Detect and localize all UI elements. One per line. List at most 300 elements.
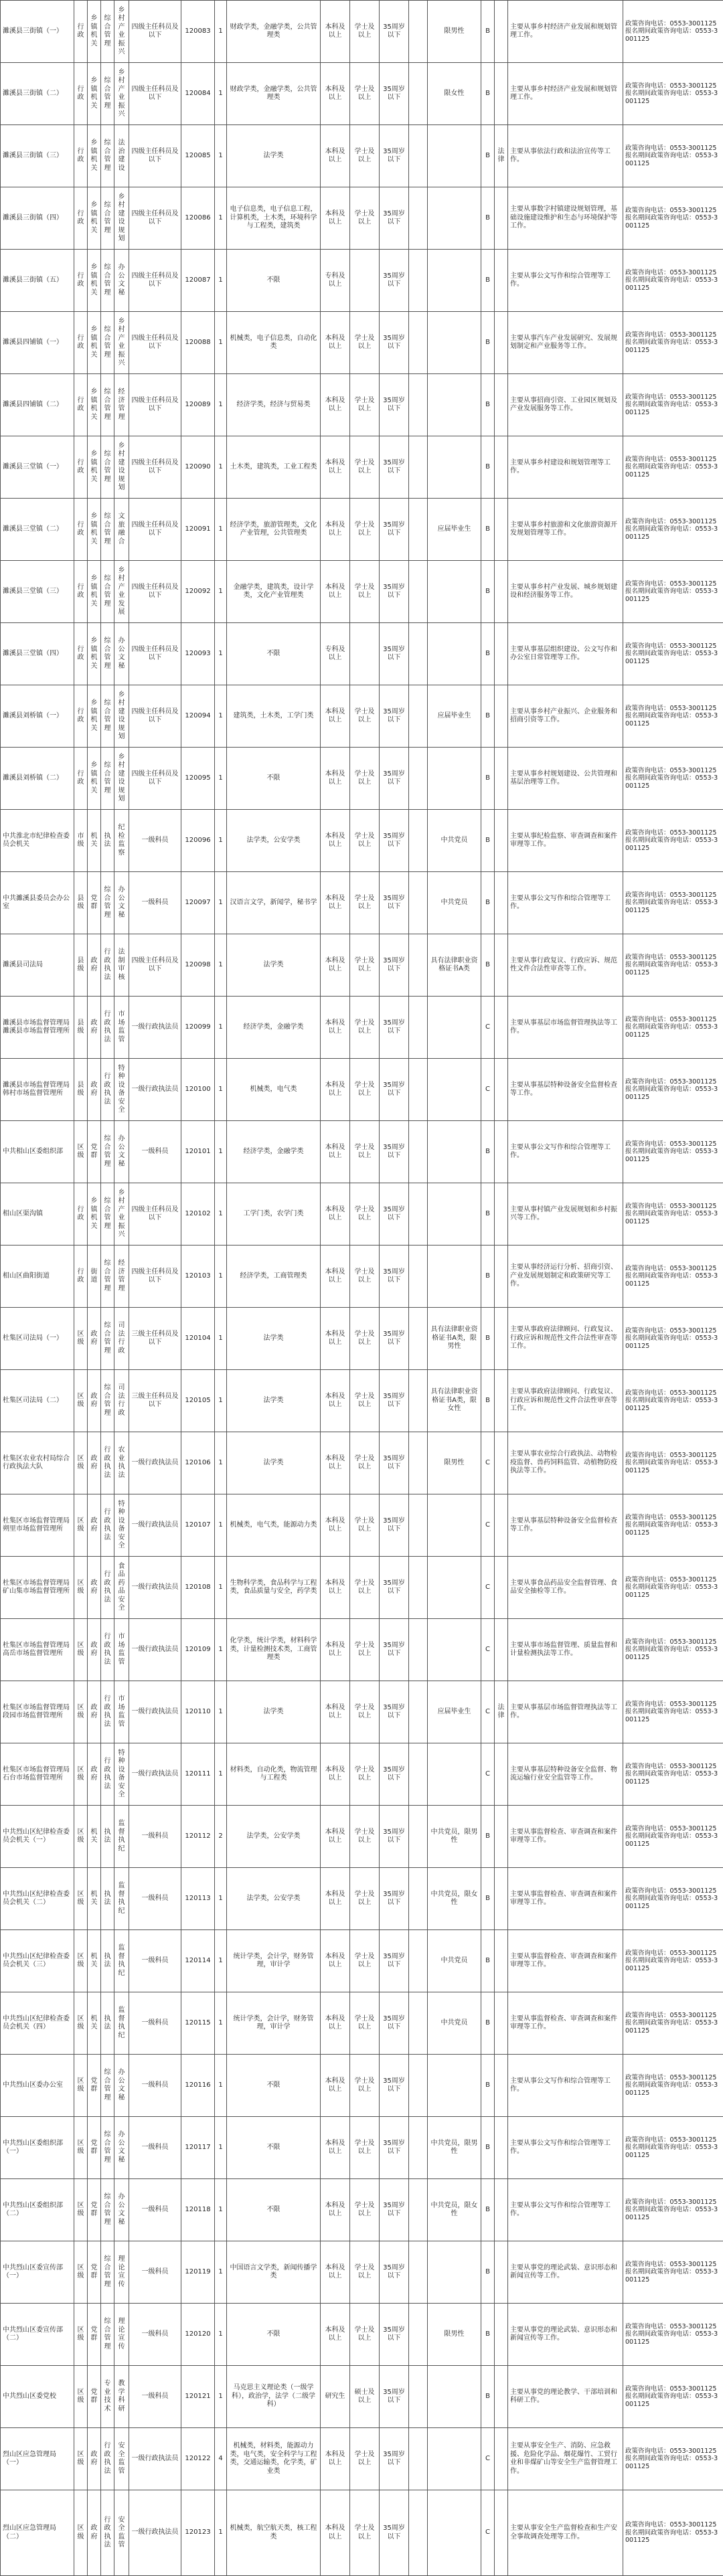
category-cell: 综合管理 [101, 63, 114, 125]
code-cell: 120083 [181, 1, 215, 63]
education-cell: 本科及以上 [321, 1619, 350, 1681]
major-cell: 中国语言文学类，新闻传播学类 [227, 2241, 321, 2304]
level-cell: 区级 [74, 1868, 88, 1930]
table-row [1, 1681, 723, 1743]
count-cell: 1 [215, 748, 227, 810]
contact-cell: 政策咨询电话：0553-3001125 报名期间政策咨询电话：0553-3001125 [623, 1681, 723, 1743]
code-cell: 120118 [181, 2179, 215, 2241]
unit-cell: 杜集区农业农村局综合行政执法大队 [1, 1432, 74, 1494]
duty-cell: 主要从事数字村镇建设规划管理，基础设施建设维护和生态与环境保护等工作。 [508, 187, 623, 250]
unit-cell: 杜集区市场监督管理局石台市场监督管理所 [1, 1743, 74, 1806]
test-type-cell: B [481, 2117, 495, 2179]
count-cell: 1 [215, 2179, 227, 2241]
kind-cell: 乡镇机关 [88, 436, 101, 499]
note-cell [495, 187, 508, 250]
position-cell: 特种设备安全 [114, 1059, 129, 1121]
position-cell: 农业执法 [114, 1432, 129, 1494]
category-cell: 综合管理 [101, 499, 114, 561]
note-cell [495, 2366, 508, 2428]
kind-cell: 政府 [88, 1370, 101, 1432]
count-cell: 1 [215, 2241, 227, 2304]
contact-cell: 政策咨询电话：0553-3001125 报名期间政策咨询电话：0553-3001125 [623, 2366, 723, 2428]
major-cell: 马克思主义理论类（一级学科），政治学，法学（二级学科） [227, 2366, 321, 2428]
count-cell: 1 [215, 312, 227, 374]
count-cell: 1 [215, 2490, 227, 2576]
count-cell: 1 [215, 623, 227, 685]
degree-cell: 学士及以上 [350, 872, 380, 934]
duty-cell: 主要从事公文写作和综合管理等工作。 [508, 2055, 623, 2117]
count-cell: 1 [215, 1370, 227, 1432]
other-requirement-cell [428, 748, 481, 810]
position-cell: 办公文秘 [114, 2117, 129, 2179]
duty-cell: 主要从事公文写作和综合管理等工作。 [508, 1121, 623, 1183]
code-cell: 120097 [181, 872, 215, 934]
political-cell [409, 934, 428, 997]
table-row [1, 374, 723, 436]
level-cell: 行政 [74, 685, 88, 748]
age-cell: 35周岁以下 [380, 1868, 409, 1930]
other-requirement-cell [428, 250, 481, 312]
test-type-cell: B [481, 934, 495, 997]
degree-cell: 学士及以上 [350, 1432, 380, 1494]
level-cell: 区级 [74, 2117, 88, 2179]
other-requirement-cell [428, 1121, 481, 1183]
other-requirement-cell: 应届毕业生 [428, 1681, 481, 1743]
political-cell [409, 1743, 428, 1806]
degree-cell: 学士及以上 [350, 934, 380, 997]
unit-cell: 杜集区司法局（一） [1, 1308, 74, 1370]
position-cell: 市场监管 [114, 997, 129, 1059]
level-cell: 区级 [74, 2055, 88, 2117]
contact-cell: 政策咨询电话：0553-3001125 报名期间政策咨询电话：0553-3001125 [623, 1743, 723, 1806]
category-cell: 综合管理 [101, 623, 114, 685]
major-cell: 汉语言文学，新闻学，秘书学 [227, 872, 321, 934]
level-cell: 区级 [74, 1370, 88, 1432]
level-cell: 区级 [74, 1743, 88, 1806]
unit-cell: 相山区渠沟镇 [1, 1183, 74, 1246]
age-cell: 35周岁以下 [380, 1619, 409, 1681]
level-cell: 行政 [74, 63, 88, 125]
degree-cell: 学士及以上 [350, 2055, 380, 2117]
test-type-cell: B [481, 2179, 495, 2241]
other-requirement-cell [428, 125, 481, 187]
table-row [1, 1370, 723, 1432]
category-cell: 执法 [101, 1806, 114, 1868]
table-row [1, 997, 723, 1059]
category-cell: 综合管理 [101, 685, 114, 748]
contact-cell: 政策咨询电话：0553-3001125 报名期间政策咨询电话：0553-3001125 [623, 2117, 723, 2179]
duty-cell: 主要从事监督检查、审查调查和案件审理等工作。 [508, 1868, 623, 1930]
major-cell: 财政学类，金融学类，公共管理类 [227, 1, 321, 63]
table-row [1, 1, 723, 63]
age-cell: 35周岁以下 [380, 1806, 409, 1868]
major-cell: 机械类，电气类 [227, 1059, 321, 1121]
table-row [1, 1868, 723, 1930]
duty-cell: 主要从事招商引资、工业园区规划及产业发展服务等工作。 [508, 374, 623, 436]
degree-cell: 学士及以上 [350, 1, 380, 63]
category-cell: 综合管理 [101, 125, 114, 187]
age-cell: 35周岁以下 [380, 1370, 409, 1432]
duty-cell: 主要从事纪检监察、审查调查和案件审理等工作。 [508, 810, 623, 872]
degree-cell: 学士及以上 [350, 685, 380, 748]
major-cell: 土木类，建筑类，工业工程类 [227, 436, 321, 499]
count-cell: 1 [215, 1, 227, 63]
unit-cell: 杜集区市场监督管理局高岳市场监督管理所 [1, 1619, 74, 1681]
code-cell: 120104 [181, 1308, 215, 1370]
level-cell: 县级 [74, 872, 88, 934]
education-cell: 本科及以上 [321, 187, 350, 250]
kind-cell: 机关 [88, 1992, 101, 2055]
degree-cell: 学士及以上 [350, 997, 380, 1059]
count-cell: 1 [215, 1246, 227, 1308]
code-cell: 120084 [181, 63, 215, 125]
grade-cell: 一级行政执法员 [129, 2490, 181, 2576]
kind-cell: 政府 [88, 1494, 101, 1557]
political-cell [409, 1930, 428, 1992]
grade-cell: 一级行政执法员 [129, 1059, 181, 1121]
note-cell [495, 997, 508, 1059]
political-cell [409, 1619, 428, 1681]
political-cell [409, 1494, 428, 1557]
kind-cell: 乡镇机关 [88, 623, 101, 685]
education-cell: 本科及以上 [321, 374, 350, 436]
other-requirement-cell [428, 561, 481, 623]
unit-cell: 濉溪县三街镇（五） [1, 250, 74, 312]
contact-cell: 政策咨询电话：0553-3001125 报名期间政策咨询电话：0553-3001125 [623, 561, 723, 623]
category-cell: 综合管理 [101, 872, 114, 934]
kind-cell: 政府 [88, 1432, 101, 1494]
kind-cell: 党群 [88, 2366, 101, 2428]
major-cell: 工学门类，农学门类 [227, 1183, 321, 1246]
other-requirement-cell [428, 1246, 481, 1308]
degree-cell: 学士及以上 [350, 125, 380, 187]
major-cell: 建筑类，土木类，工学门类 [227, 685, 321, 748]
code-cell: 120102 [181, 1183, 215, 1246]
kind-cell: 乡镇机关 [88, 312, 101, 374]
unit-cell: 杜集区市场监督管理局朔里市场监督管理所 [1, 1494, 74, 1557]
degree-cell: 学士及以上 [350, 1183, 380, 1246]
political-cell [409, 2241, 428, 2304]
major-cell: 不限 [227, 2179, 321, 2241]
grade-cell: 一级科员 [129, 1992, 181, 2055]
test-type-cell: B [481, 872, 495, 934]
degree-cell: 学士及以上 [350, 2428, 380, 2490]
major-cell: 经济学类，金融学类 [227, 1121, 321, 1183]
note-cell [495, 1557, 508, 1619]
category-cell: 行政执法 [101, 1432, 114, 1494]
political-cell [409, 1557, 428, 1619]
age-cell: 35周岁以下 [380, 997, 409, 1059]
table-row [1, 1743, 723, 1806]
duty-cell: 主要从事乡村建设和规划管理等工作。 [508, 436, 623, 499]
table-row [1, 1619, 723, 1681]
kind-cell: 政府 [88, 997, 101, 1059]
count-cell: 1 [215, 250, 227, 312]
level-cell: 区级 [74, 1619, 88, 1681]
note-cell [495, 2490, 508, 2576]
duty-cell: 主要从事基层市场监督管理执法等工作。 [508, 997, 623, 1059]
category-cell: 执法 [101, 1868, 114, 1930]
position-cell: 办公文秘 [114, 1121, 129, 1183]
duty-cell: 主要从事公文写作和综合管理等工作。 [508, 250, 623, 312]
age-cell: 35周岁以下 [380, 685, 409, 748]
unit-cell: 濉溪县三街镇（三） [1, 125, 74, 187]
duty-cell: 主要从事食品药品安全监督管理、食品安全抽检等工作。 [508, 1557, 623, 1619]
level-cell: 行政 [74, 187, 88, 250]
category-cell: 综合管理 [101, 187, 114, 250]
unit-cell: 烈山区应急管理局（一） [1, 2428, 74, 2490]
grade-cell: 四级主任科员及以下 [129, 748, 181, 810]
political-cell [409, 872, 428, 934]
table-row [1, 1308, 723, 1370]
grade-cell: 四级主任科员及以下 [129, 499, 181, 561]
table-row [1, 187, 723, 250]
test-type-cell: B [481, 1930, 495, 1992]
age-cell: 35周岁以下 [380, 1930, 409, 1992]
major-cell: 法学类 [227, 125, 321, 187]
kind-cell: 政府 [88, 1743, 101, 1806]
table-row [1, 499, 723, 561]
category-cell: 行政执法 [101, 1494, 114, 1557]
duty-cell: 主要从事监督检查、审查调查和案件审理等工作。 [508, 1806, 623, 1868]
table-row [1, 934, 723, 997]
age-cell: 35周岁以下 [380, 1059, 409, 1121]
note-cell [495, 2055, 508, 2117]
contact-cell: 政策咨询电话：0553-3001125 报名期间政策咨询电话：0553-3001125 [623, 2428, 723, 2490]
grade-cell: 三级主任科员及以下 [129, 1370, 181, 1432]
age-cell: 35周岁以下 [380, 2428, 409, 2490]
major-cell: 经济学类，旅游管理类，文化产业管理，公共管理类 [227, 499, 321, 561]
education-cell: 本科及以上 [321, 1494, 350, 1557]
duty-cell: 主要从事乡村经济产业发展和规划管理工作。 [508, 63, 623, 125]
table-row [1, 2179, 723, 2241]
major-cell: 材料类，自动化类，物流管理与工程类 [227, 1743, 321, 1806]
count-cell: 1 [215, 872, 227, 934]
political-cell [409, 1246, 428, 1308]
kind-cell: 乡镇机关 [88, 1183, 101, 1246]
test-type-cell: B [481, 623, 495, 685]
note-cell [495, 810, 508, 872]
education-cell: 本科及以上 [321, 2428, 350, 2490]
category-cell: 综合管理 [101, 374, 114, 436]
other-requirement-cell [428, 2366, 481, 2428]
position-cell: 乡村建设规划 [114, 685, 129, 748]
major-cell: 不限 [227, 2304, 321, 2366]
test-type-cell: B [481, 1308, 495, 1370]
position-cell: 司法行政 [114, 1308, 129, 1370]
test-type-cell: C [481, 997, 495, 1059]
unit-cell: 濉溪县三堂镇（三） [1, 561, 74, 623]
grade-cell: 一级科员 [129, 2055, 181, 2117]
duty-cell: 主要从事政府法律顾问、行政复议、行政应诉和规范性文件合法性审查等工作。 [508, 1308, 623, 1370]
note-cell [495, 312, 508, 374]
major-cell: 经济学类，经济与贸易类 [227, 374, 321, 436]
grade-cell: 一级行政执法员 [129, 1557, 181, 1619]
count-cell: 1 [215, 934, 227, 997]
table-row [1, 125, 723, 187]
political-cell [409, 2366, 428, 2428]
duty-cell: 主要从事党的理论教学、干部培训和科研工作。 [508, 2366, 623, 2428]
education-cell: 本科及以上 [321, 561, 350, 623]
other-requirement-cell: 中共党员 [428, 1992, 481, 2055]
degree-cell: 学士及以上 [350, 1121, 380, 1183]
other-requirement-cell: 具有法律职业资格证书A类，限男性 [428, 1308, 481, 1370]
test-type-cell: B [481, 63, 495, 125]
education-cell: 本科及以上 [321, 810, 350, 872]
degree-cell: 学士及以上 [350, 1246, 380, 1308]
table-row [1, 2241, 723, 2304]
test-type-cell: B [481, 1370, 495, 1432]
code-cell: 120111 [181, 1743, 215, 1806]
age-cell: 35周岁以下 [380, 748, 409, 810]
position-cell: 食品药品安全 [114, 1557, 129, 1619]
contact-cell: 政策咨询电话：0553-3001125 报名期间政策咨询电话：0553-3001125 [623, 1806, 723, 1868]
test-type-cell: C [481, 2428, 495, 2490]
grade-cell: 四级主任科员及以下 [129, 436, 181, 499]
age-cell: 35周岁以下 [380, 1183, 409, 1246]
grade-cell: 一级科员 [129, 1121, 181, 1183]
kind-cell: 政府 [88, 1557, 101, 1619]
other-requirement-cell [428, 623, 481, 685]
category-cell: 行政执法 [101, 997, 114, 1059]
contact-cell: 政策咨询电话：0553-3001125 报名期间政策咨询电话：0553-3001125 [623, 1432, 723, 1494]
age-cell: 35周岁以下 [380, 810, 409, 872]
note-cell [495, 2428, 508, 2490]
table-row [1, 748, 723, 810]
table-row [1, 2117, 723, 2179]
category-cell: 专业技术 [101, 2366, 114, 2428]
major-cell: 法学类 [227, 1681, 321, 1743]
political-cell [409, 499, 428, 561]
table-row [1, 436, 723, 499]
kind-cell: 党群 [88, 2304, 101, 2366]
contact-cell: 政策咨询电话：0553-3001125 报名期间政策咨询电话：0553-3001125 [623, 250, 723, 312]
table-row [1, 2304, 723, 2366]
other-requirement-cell [428, 1743, 481, 1806]
contact-cell: 政策咨询电话：0553-3001125 报名期间政策咨询电话：0553-3001125 [623, 1308, 723, 1370]
kind-cell: 政府 [88, 1308, 101, 1370]
political-cell [409, 1806, 428, 1868]
position-cell: 安全监管 [114, 2428, 129, 2490]
category-cell: 综合管理 [101, 436, 114, 499]
position-cell: 纪检监察 [114, 810, 129, 872]
count-cell: 1 [215, 1619, 227, 1681]
age-cell: 35周岁以下 [380, 1681, 409, 1743]
note-cell [495, 2179, 508, 2241]
degree-cell: 学士及以上 [350, 1370, 380, 1432]
code-cell: 120123 [181, 2490, 215, 2576]
age-cell: 35周岁以下 [380, 872, 409, 934]
political-cell [409, 1432, 428, 1494]
level-cell: 区级 [74, 2490, 88, 2576]
category-cell: 行政执法 [101, 1059, 114, 1121]
code-cell: 120120 [181, 2304, 215, 2366]
degree-cell: 学士及以上 [350, 748, 380, 810]
code-cell: 120091 [181, 499, 215, 561]
category-cell: 综合管理 [101, 2241, 114, 2304]
code-cell: 120115 [181, 1992, 215, 2055]
education-cell: 本科及以上 [321, 1059, 350, 1121]
count-cell: 1 [215, 125, 227, 187]
category-cell: 综合管理 [101, 2055, 114, 2117]
major-cell: 化学类，统计学类，材料科学类，计量检测技术类，工商管理类 [227, 1619, 321, 1681]
level-cell: 区级 [74, 1557, 88, 1619]
degree-cell: 学士及以上 [350, 436, 380, 499]
table-row [1, 1059, 723, 1121]
other-requirement-cell: 中共党员，限男性 [428, 1806, 481, 1868]
age-cell: 35周岁以下 [380, 934, 409, 997]
count-cell: 1 [215, 187, 227, 250]
kind-cell: 党群 [88, 872, 101, 934]
unit-cell: 濉溪县四铺镇（一） [1, 312, 74, 374]
degree-cell: 学士及以上 [350, 1494, 380, 1557]
position-cell: 市场监管 [114, 1681, 129, 1743]
code-cell: 120090 [181, 436, 215, 499]
major-cell: 法学类 [227, 1308, 321, 1370]
political-cell [409, 997, 428, 1059]
degree-cell: 学士及以上 [350, 1557, 380, 1619]
count-cell: 1 [215, 1681, 227, 1743]
duty-cell: 主要从事党的理论武装、意识形态和新闻宣传等工作。 [508, 2304, 623, 2366]
duty-cell: 主要从事乡村旅游和文化旅游资源开发规划管理等工作。 [508, 499, 623, 561]
degree-cell: 学士及以上 [350, 374, 380, 436]
degree-cell: 学士及以上 [350, 561, 380, 623]
position-cell: 司法行政 [114, 1370, 129, 1432]
category-cell: 行政执法 [101, 1557, 114, 1619]
contact-cell: 政策咨询电话：0553-3001125 报名期间政策咨询电话：0553-3001125 [623, 374, 723, 436]
education-cell: 本科及以上 [321, 2117, 350, 2179]
education-cell: 本科及以上 [321, 1121, 350, 1183]
code-cell: 120089 [181, 374, 215, 436]
education-cell: 本科及以上 [321, 499, 350, 561]
unit-cell: 濉溪县三街镇（四） [1, 187, 74, 250]
duty-cell: 主要从事行政复议、行政应诉、规范性文件合法性审查等工作。 [508, 934, 623, 997]
note-cell [495, 685, 508, 748]
political-cell [409, 374, 428, 436]
unit-cell: 中共烈山区纪律检查委员会机关（一） [1, 1806, 74, 1868]
note-cell [495, 2241, 508, 2304]
level-cell: 区级 [74, 2366, 88, 2428]
contact-cell: 政策咨询电话：0553-3001125 报名期间政策咨询电话：0553-3001125 [623, 1, 723, 63]
other-requirement-cell: 中共党员 [428, 872, 481, 934]
major-cell: 生物科学类，食品科学与工程类，食品质量与安全，药学类 [227, 1557, 321, 1619]
grade-cell: 四级主任科员及以下 [129, 623, 181, 685]
duty-cell: 主要从事公文写作和综合管理等工作。 [508, 2117, 623, 2179]
degree-cell: 学士及以上 [350, 499, 380, 561]
education-cell: 本科及以上 [321, 1432, 350, 1494]
grade-cell: 一级行政执法员 [129, 1494, 181, 1557]
major-cell: 财政学类，金融学类，公共管理类 [227, 63, 321, 125]
kind-cell: 乡镇机关 [88, 374, 101, 436]
note-cell [495, 63, 508, 125]
duty-cell: 主要从事基层市场监督管理执法等工作。 [508, 1681, 623, 1743]
education-cell: 本科及以上 [321, 1557, 350, 1619]
table-row [1, 1432, 723, 1494]
test-type-cell: B [481, 125, 495, 187]
age-cell: 35周岁以下 [380, 1557, 409, 1619]
code-cell: 120106 [181, 1432, 215, 1494]
category-cell: 综合管理 [101, 2304, 114, 2366]
test-type-cell: B [481, 748, 495, 810]
category-cell: 执法 [101, 1992, 114, 2055]
position-cell: 法治建设 [114, 125, 129, 187]
unit-cell: 中共烈山区纪律检查委员会机关（二） [1, 1868, 74, 1930]
test-type-cell: C [481, 1432, 495, 1494]
education-cell: 专科及以上 [321, 623, 350, 685]
political-cell [409, 1681, 428, 1743]
political-cell [409, 748, 428, 810]
duty-cell: 主要从事乡村产业振兴、企业服务和招商引资等工作。 [508, 685, 623, 748]
